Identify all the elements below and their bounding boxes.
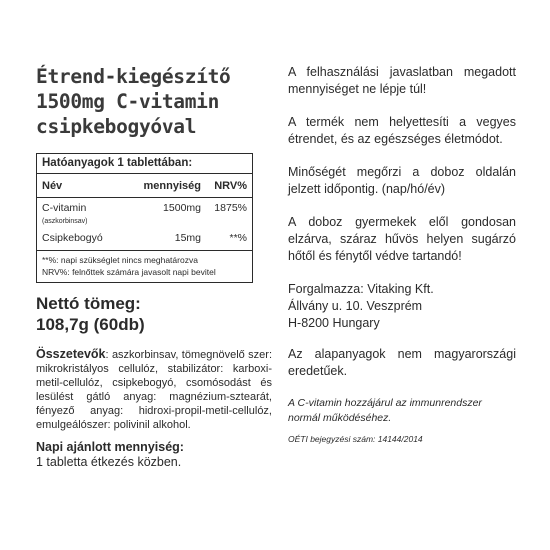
warning-diet: A termék nem helyettesíti a vegyes étrendet, és az egészséges életmódot.	[288, 115, 516, 146]
address-line-3: H-8200 Hungary	[288, 316, 380, 330]
title-line-3: csipkebogyóval	[36, 115, 197, 138]
footnote-1: **%: napi szükséglet nincs meghatározva	[42, 255, 198, 265]
column-quantity: mennyiség	[143, 180, 201, 192]
row-name: C-vitamin	[42, 202, 87, 214]
row-sub: (aszkorbinsav)	[42, 218, 88, 225]
footnote-2: NRV%: felnőttek számára javasolt napi bevitel	[42, 267, 216, 277]
column-nrv: NRV%	[214, 180, 247, 192]
net-weight-label: Nettó tömeg:	[36, 294, 141, 313]
title-line-2: 1500mg C-vitamin	[36, 90, 220, 113]
origin-note: Az alapanyagok nem magyarországi eredetűek.	[288, 347, 516, 378]
address-line-2: Állvány u. 10. Veszprém	[288, 299, 423, 313]
row-quantity: 1500mg	[163, 202, 201, 214]
storage-note: A doboz gyermekek elől gondosan elzárva, száraz hűvös helyen sugárzó hőtől és fénytől védve tartandó!	[288, 215, 516, 263]
daily-dose	[36, 440, 272, 470]
product-title	[36, 64, 272, 139]
daily-dose-text: 1 tabletta étkezés közben.	[36, 455, 182, 469]
row-nrv: 1875%	[214, 202, 247, 214]
net-weight-value: 108,7g (60db)	[36, 315, 145, 334]
table-footnotes	[37, 250, 252, 282]
active-ingredients-table	[36, 153, 253, 283]
right-column	[288, 64, 516, 444]
column-name: Név	[42, 180, 63, 192]
address-line-1: Forgalmazza: Vitaking Kft.	[288, 282, 434, 296]
table-column-headers	[37, 174, 252, 198]
health-claim: A C-vitamin hozzájárul az immunrendszer normál működéséhez.	[288, 397, 482, 424]
table-row	[37, 228, 252, 246]
row-nrv: **%	[229, 232, 247, 244]
registration-number: OÉTI bejegyzési szám: 14144/2014	[288, 434, 423, 444]
row-quantity: 15mg	[174, 232, 201, 244]
net-weight	[36, 293, 272, 335]
ingredients-text: : aszkorbinsav, tömegnövelő szer: mikrokristályos cellulóz, stabilizátor: karboxi-metil-cellulóz, csipkebogyó, csomósodást és lesülést gátló anyag: magnézium-sztearát, fényező anyag: hidroxi-propil-metil-cellulóz, emulgeálószer: polivinil alkohol.	[36, 349, 272, 431]
warning-dosage: A felhasználási javaslatban megadott mennyiséget ne lépje túl!	[288, 65, 516, 96]
left-column	[36, 64, 272, 470]
best-before-note: Minőségét megőrzi a doboz oldalán jelzett időpontig. (nap/hó/év)	[288, 165, 516, 196]
daily-dose-label: Napi ajánlott mennyiség:	[36, 440, 184, 454]
title-line-1: Étrend-kiegészítő	[36, 65, 231, 88]
row-name: Csipkebogyó	[42, 232, 103, 244]
distributor-address	[288, 281, 516, 332]
ingredients-label: Összetevők	[36, 347, 106, 361]
ingredients	[36, 347, 272, 432]
table-header: Hatóanyagok 1 tablettában:	[37, 154, 252, 174]
table-row	[37, 198, 252, 228]
